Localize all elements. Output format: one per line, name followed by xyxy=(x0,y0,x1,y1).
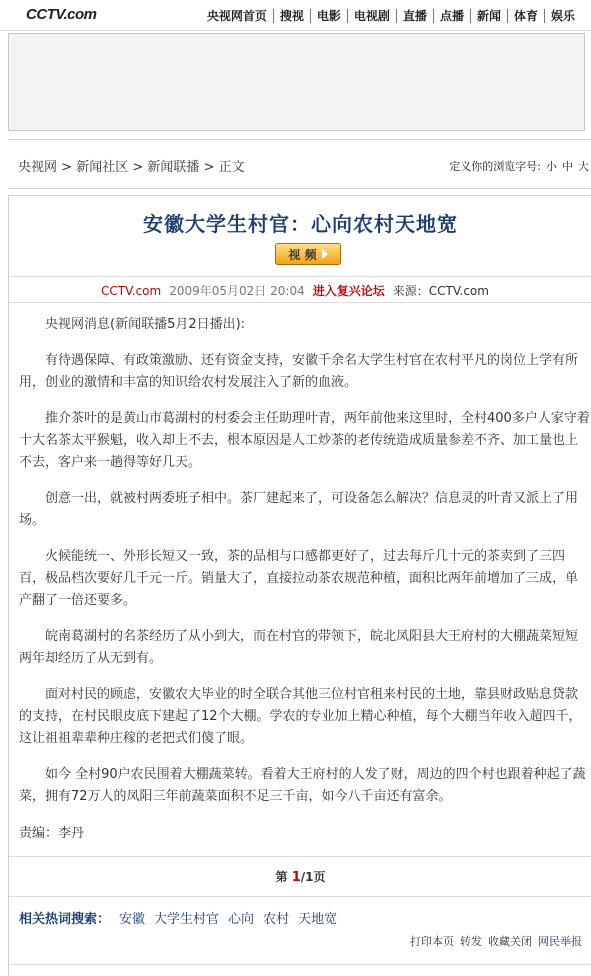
hot-term[interactable]: 天地宽 xyxy=(298,912,338,927)
meta-site: CCTV.com xyxy=(101,284,162,298)
nav-tv-series[interactable]: 电视剧 xyxy=(347,9,396,23)
logo-text: CCTV.com xyxy=(26,6,97,23)
divider xyxy=(9,276,591,277)
video-button[interactable] xyxy=(275,243,341,265)
meta-time: 20:04 xyxy=(270,284,305,298)
cctv-logo[interactable] xyxy=(26,6,96,26)
article-paragraph: 火候能统一、外形长短又一致，茶的品相与口感都更好了，过去每斤几十元的茶卖到了三四百，极品档次要好几千元一斤。销量大了，直接拉动茶农规范种植，面积比两年前增加了三成，单产翻了一倍还要多。 xyxy=(19,549,579,608)
breadcrumb-separator: > xyxy=(203,160,215,175)
breadcrumb-bar xyxy=(8,139,591,189)
play-icon xyxy=(322,249,328,259)
forward-link[interactable]: 转发 xyxy=(460,935,482,948)
top-bar xyxy=(0,0,591,31)
article-paragraph: 面对村民的顾虑，安徽农大毕业的时全联合其他三位村官租来村民的土地，靠县财政贴息贷款的支持，在村民眼皮底下建起了12个大棚。学农的专业加上精心种植，每个大棚当年收入超四千，这让祖祖辈辈种庄稼的老把式们傻了眼。 xyxy=(19,687,582,746)
pager-total: 1 xyxy=(305,870,314,884)
font-size-large[interactable]: 大 xyxy=(578,160,589,173)
divider xyxy=(9,856,591,857)
forum-link[interactable]: 进入复兴论坛 xyxy=(312,284,385,298)
breadcrumb-cctv[interactable]: 央视网 xyxy=(18,160,58,175)
divider xyxy=(9,896,591,897)
article-title: 安徽大学生村官：心向农村天地宽 xyxy=(143,212,458,236)
hot-term[interactable]: 农村 xyxy=(263,912,290,927)
nav-news[interactable]: 新闻 xyxy=(470,9,507,23)
font-size-small[interactable]: 小 xyxy=(546,160,557,173)
meta-date: 2009年05月02日 xyxy=(169,284,267,298)
top-nav xyxy=(201,7,581,24)
breadcrumb-separator: > xyxy=(132,160,144,175)
pager-suffix: 页 xyxy=(313,870,326,884)
hot-search-label: 相关热词搜索： xyxy=(19,912,111,927)
hot-search xyxy=(19,908,337,927)
nav-sports[interactable]: 体育 xyxy=(507,9,544,23)
ad-banner xyxy=(8,33,585,131)
nav-movie[interactable]: 电影 xyxy=(310,9,347,23)
article-paragraph: 如今 全村90户农民围着大棚蔬菜转。看着大王府村的人发了财，周边的四个村也跟着种起了蔬菜，拥有72万人的凤阳三年前蔬菜面积不足三千亩，如今八千亩还有富余。 xyxy=(19,767,586,804)
nav-search[interactable]: 搜视 xyxy=(273,9,310,23)
breadcrumb-news-community[interactable]: 新闻社区 xyxy=(76,160,129,175)
pager-current[interactable]: 1 xyxy=(291,870,301,885)
breadcrumb-separator: > xyxy=(61,160,73,175)
article-paragraph: 推介茶叶的是黄山市葛湖村的村委会主任助理叶青，两年前他来这里时，全村400多户人家守着十大名茶太平猴魁，收入却上不去，根本原因是人工炒茶的老传统造成质量参差不齐、加工量也上不去，客户来一趟得等好几天。 xyxy=(19,411,590,470)
editor-credit: 责编：李丹 xyxy=(19,826,85,841)
font-size-selector xyxy=(449,158,589,174)
font-size-medium[interactable]: 中 xyxy=(562,160,573,173)
bookmark-close-link[interactable]: 收藏关闭 xyxy=(488,935,532,948)
meta-source-label: 来源： xyxy=(392,284,429,298)
hot-term[interactable]: 大学生村官 xyxy=(154,912,220,927)
report-link[interactable]: 网民举报 xyxy=(538,935,582,948)
article-paragraph: 央视网消息(新闻联播5月2日播出): xyxy=(45,317,246,332)
nav-live[interactable]: 直播 xyxy=(396,9,433,23)
pager-prefix: 第 xyxy=(275,870,288,884)
divider xyxy=(9,964,591,965)
article-body xyxy=(19,314,590,822)
breadcrumb xyxy=(18,156,245,175)
hot-term[interactable]: 安徽 xyxy=(119,912,146,927)
article xyxy=(8,195,591,976)
article-tools xyxy=(404,933,582,949)
article-paragraph: 有待遇保障、有政策激励、还有资金支持，安徽千余名大学生村官在农村平凡的岗位上学有所用，创业的激情和丰富的知识给农村发展注入了新的血液。 xyxy=(19,353,579,390)
meta-source: CCTV.com xyxy=(428,284,489,298)
nav-home[interactable]: 央视网首页 xyxy=(206,9,267,23)
divider xyxy=(9,302,591,303)
pager: 第 1/1页 xyxy=(275,870,326,885)
article-meta xyxy=(101,282,489,299)
font-size-label: 定义你的浏览字号: xyxy=(449,160,541,173)
nav-entertainment[interactable]: 娱乐 xyxy=(544,9,581,23)
article-paragraph: 皖南葛湖村的名茶经历了从小到大，而在村官的带领下，皖北凤阳县大王府村的大棚蔬菜短短两年却经历了从无到有。 xyxy=(19,629,579,666)
nav-vod[interactable]: 点播 xyxy=(433,9,470,23)
breadcrumb-current: 正文 xyxy=(218,160,245,175)
breadcrumb-xwlb[interactable]: 新闻联播 xyxy=(147,160,200,175)
article-paragraph: 创意一出，就被村两委班子相中。茶厂建起来了，可设备怎么解决？信息灵的叶青又派上了用场。 xyxy=(19,491,579,528)
hot-term[interactable]: 心向 xyxy=(228,912,255,927)
print-link[interactable]: 打印本页 xyxy=(410,935,454,948)
video-button-label: 视 频 xyxy=(288,248,317,262)
